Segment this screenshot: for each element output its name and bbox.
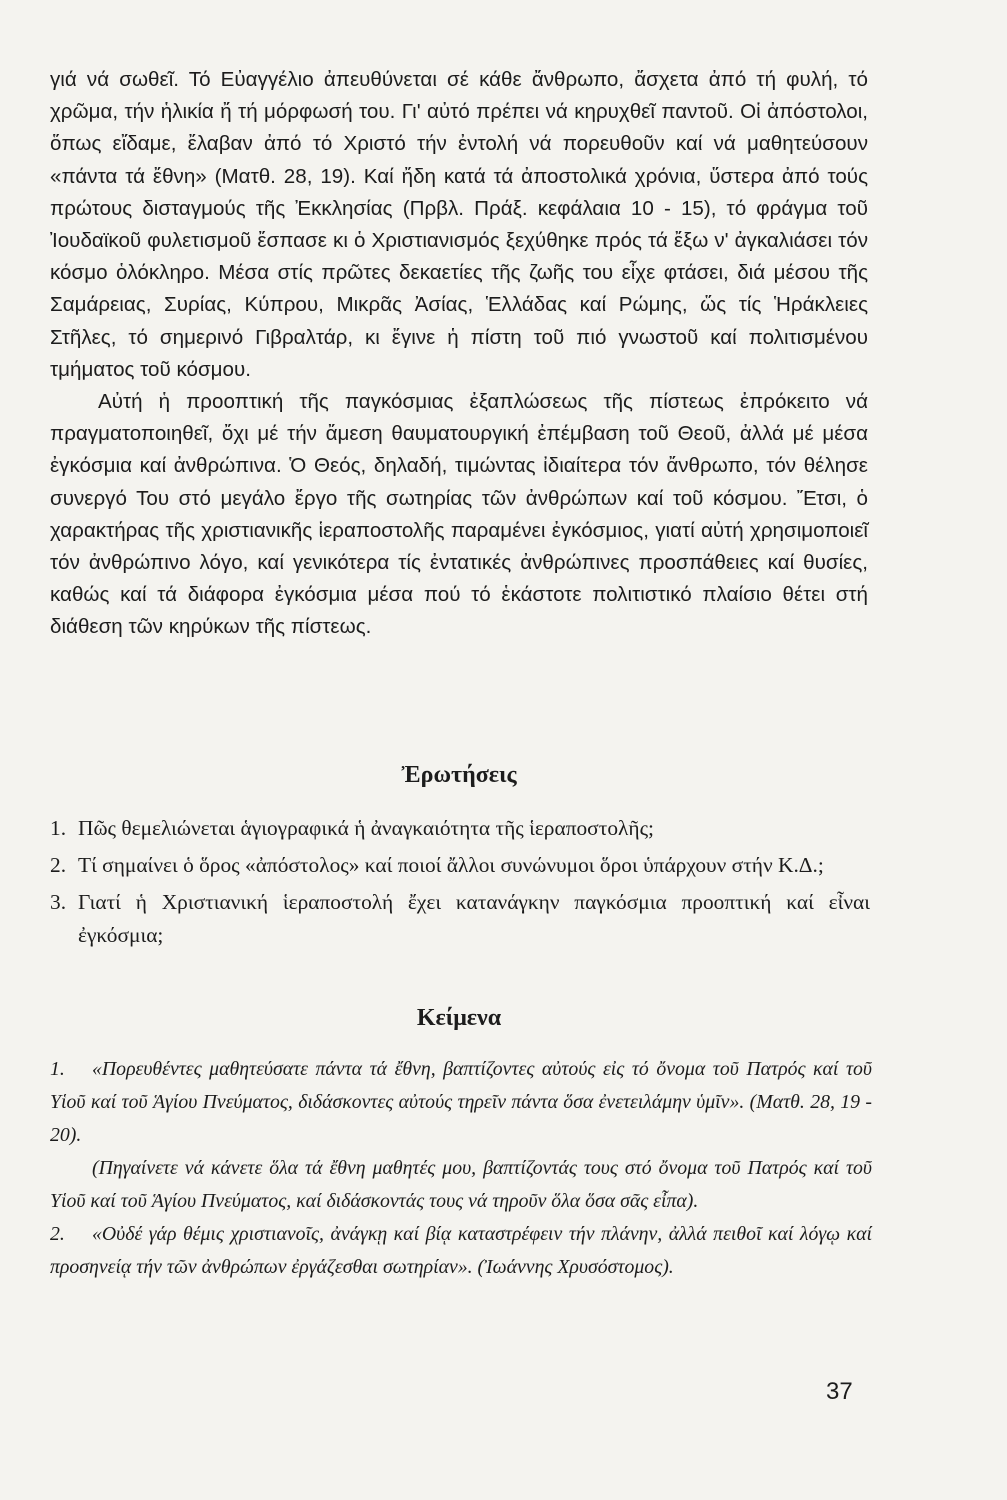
text-quote xyxy=(50,1218,872,1284)
question-number: 2. xyxy=(50,853,67,877)
question-item xyxy=(50,849,870,882)
question-item xyxy=(50,812,870,845)
question-text: Τί σημαίνει ὁ ὅρος «ἀπόστολος» καί ποιοί ἄλλοι συνώνυμοι ὅροι ὑπάρχουν στήν Κ.Δ.; xyxy=(78,853,824,877)
main-text xyxy=(50,64,868,644)
body-paragraph: γιά νά σωθεῖ. Τό Εὐαγγέλιο ἀπευθύνεται σέ κάθε ἄνθρωπο, ἄσχετα ἀπό τή φυλή, τό χρῶμα, τήν ἡλικία ἤ τή μόρφωσή του. Γι' αὐτό πρέπει νά κηρυχθεῖ παντοῦ. Οἱ ἀπόστολοι, ὅπως εἴδαμε, ἔλαβαν ἀπό τό Χριστό τήν ἐντολή νά πορευθοῦν καί νά μαθητεύσουν «πάντα τά ἔθνη» (Ματθ. 28, 19). Καί ἤδη κατά τά ἀποστολικά χρόνια, ὕστερα ἀπό τούς πρώτους δισταγμούς τῆς Ἐκκλησίας (Πρβλ. Πράξ. κεφάλαια 10 - 15), τό φράγμα τοῦ Ἰουδαϊκοῦ φυλετισμοῦ ἔσπασε κι ὁ Χριστιανισμός ξεχύθηκε πρός τά ἔξω ν' ἀγκαλιάσει τόν κόσμο ὁλόκληρο. Μέσα στίς πρῶτες δεκαετίες τῆς ζωῆς του εἶχε φτάσει, διά μέσου τῆς Σαμάρειας, Συρίας, Κύπρου, Μικρᾶς Ἀσίας, Ἑλλάδας καί Ρώμης, ὥς τίς Ἡράκλειες Στῆλες, τό σημερινό Γιβραλτάρ, κι ἔγινε ἡ πίστη τοῦ πιό γνωστοῦ καί πολιτισμένου τμήματος τοῦ κόσμου. xyxy=(50,68,868,381)
page-number: 37 xyxy=(826,1378,853,1405)
text-number: 2. xyxy=(50,1223,65,1245)
text-quote-content: «Οὐδέ γάρ θέμις χριστιανοῖς, ἀνάγκῃ καί βίᾳ καταστρέφειν τήν πλάνην, ἀλλά πειθοῖ καί λόγῳ καί προσηνείᾳ τήν τῶν ἀνθρώπων ἐργάζεσθαι σωτηρίαν». (Ἰωάννης Χρυσόστομος). xyxy=(50,1223,872,1278)
question-text: Πῶς θεμελιώνεται ἁγιογραφικά ἡ ἀναγκαιότητα τῆς ἱεραποστολῆς; xyxy=(78,816,654,840)
questions-list xyxy=(50,812,870,956)
question-number: 3. xyxy=(50,890,67,914)
question-item xyxy=(50,886,870,952)
text-quote xyxy=(50,1053,872,1152)
question-text: Γιατί ἡ Χριστιανική ἱεραποστολή ἔχει κατανάγκην παγκόσμια προοπτική καί εἶναι ἐγκόσμια; xyxy=(78,890,870,947)
questions-heading: Ἐρωτήσεις xyxy=(401,762,517,788)
question-number: 1. xyxy=(50,816,67,840)
text-number: 1. xyxy=(50,1058,65,1080)
text-translation: (Πηγαίνετε νά κάνετε ὅλα τά ἔθνη μαθητές μου, βαπτίζοντάς τους στό ὄνομα τοῦ Πατρός καί τοῦ Υἱοῦ καί τοῦ Ἁγίου Πνεύματος, καί διδάσκοντάς τους νά τηροῦν ὅλα ὅσα σᾶς εἶπα). xyxy=(50,1157,872,1212)
body-paragraph: Αὐτή ἡ προοπτική τῆς παγκόσμιας ἐξαπλώσεως τῆς πίστεως ἐπρόκειτο νά πραγματοποιηθεῖ, ὄχι μέ τήν ἄμεση θαυματουργική ἐπέμβαση τοῦ Θεοῦ, ἀλλά μέ μέσα ἐγκόσμια καί ἀνθρώπινα. Ὁ Θεός, δηλαδή, τιμώντας ἰδιαίτερα τόν ἄνθρωπο, τόν θέλησε συνεργό Του στό μεγάλο ἔργο τῆς σωτηρίας τῶν ἀνθρώπων καί τοῦ κόσμου. Ἔτσι, ὁ χαρακτήρας τῆς χριστιανικῆς ἱεραποστολῆς παραμένει ἐγκόσμιος, γιατί αὐτή χρησιμοποιεῖ τόν ἀνθρώπινο λόγο, καί γενικότερα τίς ἐντατικές ἀνθρώπινες προσπάθειες καί θυσίες, καθώς καί τά διάφορα ἐγκόσμια μέσα πού τό ἑκάστοτε πολιτιστικό πλαίσιο θέτει στή διάθεση τῶν κηρύκων τῆς πίστεως. xyxy=(50,390,868,639)
text-quote-content: «Πορευθέντες μαθητεύσατε πάντα τά ἔθνη, βαπτίζοντες αὐτούς εἰς τό ὄνομα τοῦ Πατρός καί τοῦ Υἱοῦ καί τοῦ Ἁγίου Πνεύματος, διδάσκοντες αὐτούς τηρεῖν πάντα ὅσα ἐνετειλάμην ὑμῖν». (Ματθ. 28, 19 - 20). xyxy=(50,1058,872,1146)
texts-section xyxy=(50,1053,872,1284)
texts-heading: Κείμενα xyxy=(416,1005,502,1031)
